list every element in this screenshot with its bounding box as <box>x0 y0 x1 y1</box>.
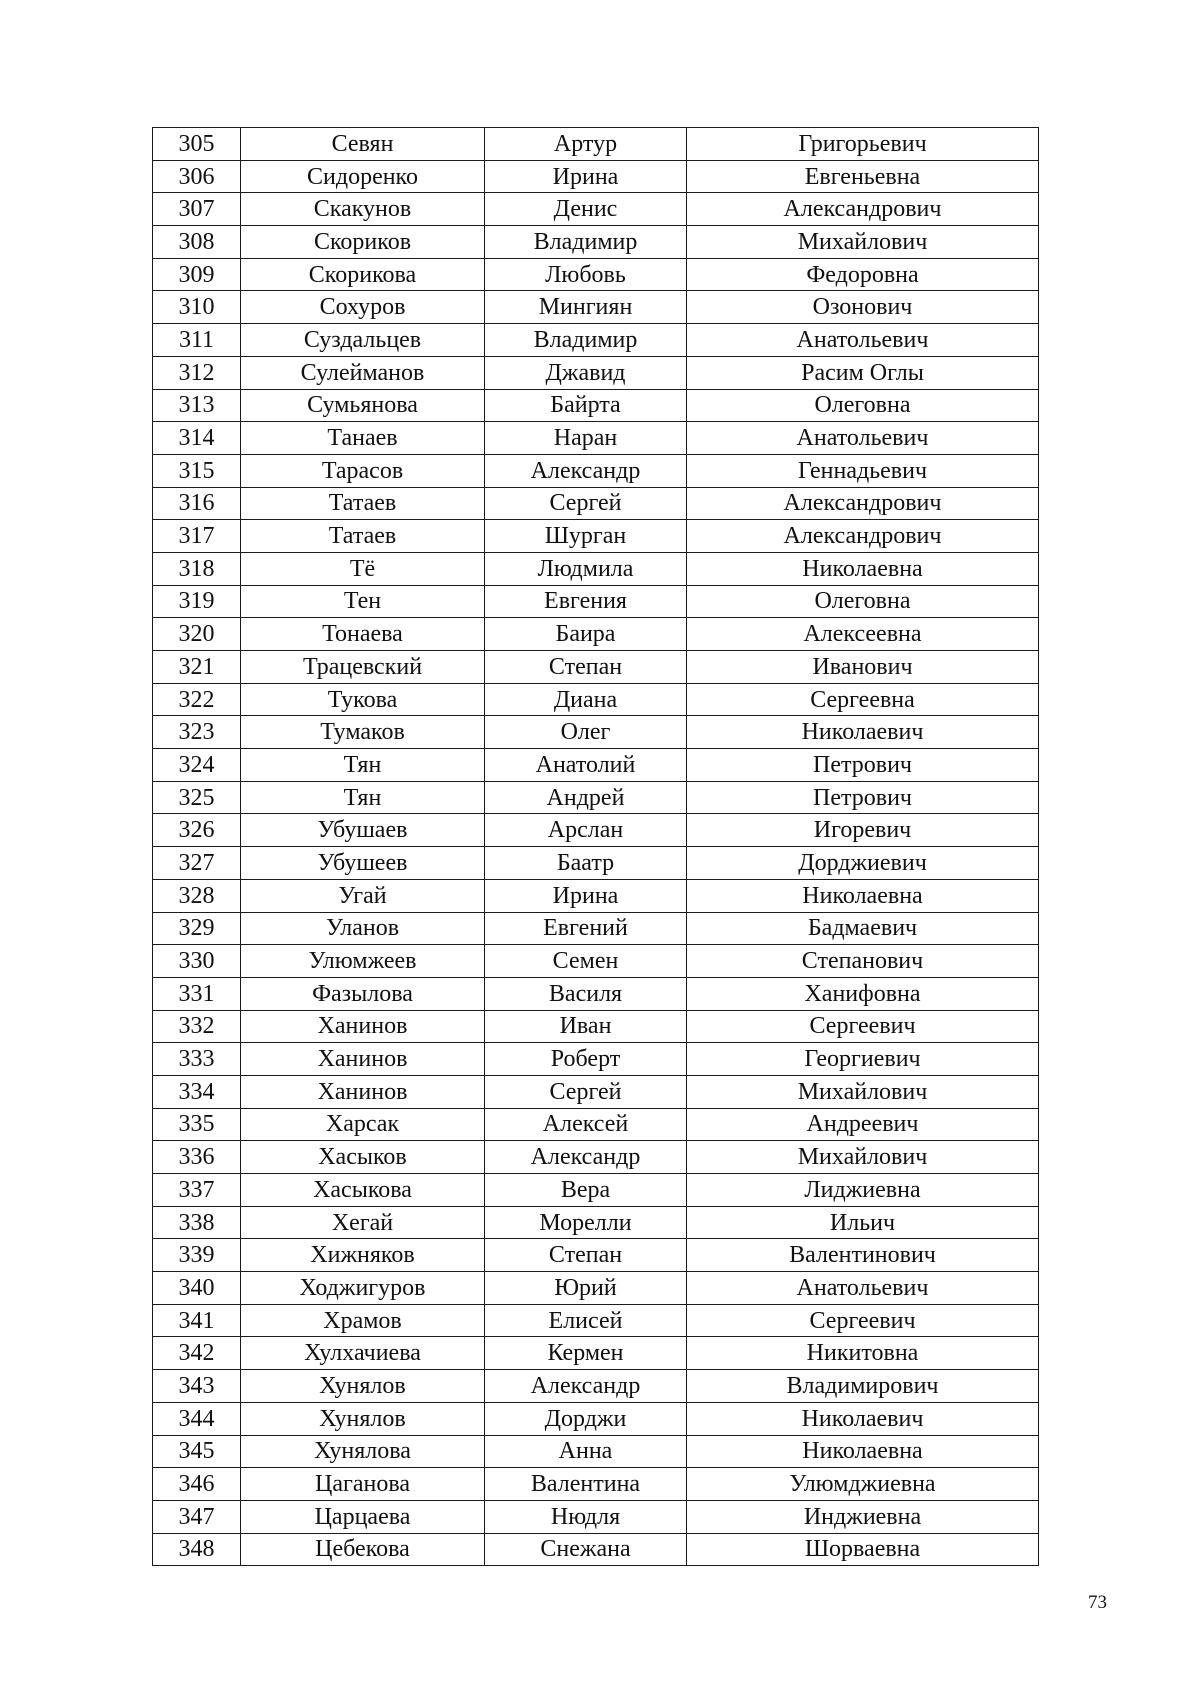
surname-cell: Тян <box>241 749 485 782</box>
first-name-cell: Ирина <box>485 879 687 912</box>
first-name-cell: Иван <box>485 1010 687 1043</box>
first-name-cell: Юрий <box>485 1272 687 1305</box>
row-number-cell: 330 <box>153 945 241 978</box>
row-number-cell: 313 <box>153 389 241 422</box>
first-name-cell: Артур <box>485 128 687 161</box>
surname-cell: Севян <box>241 128 485 161</box>
patronymic-cell: Валентинович <box>687 1239 1039 1272</box>
row-number-cell: 317 <box>153 520 241 553</box>
table-row <box>153 193 1039 226</box>
first-name-cell: Анна <box>485 1435 687 1468</box>
surname-cell: Улюмжеев <box>241 945 485 978</box>
first-name-cell: Снежана <box>485 1533 687 1566</box>
row-number-cell: 307 <box>153 193 241 226</box>
table-row <box>153 1468 1039 1501</box>
table-row <box>153 389 1039 422</box>
patronymic-cell: Михайлович <box>687 226 1039 259</box>
row-number-cell: 334 <box>153 1075 241 1108</box>
first-name-cell: Александр <box>485 1370 687 1403</box>
first-name-cell: Людмила <box>485 552 687 585</box>
table-row <box>153 1141 1039 1174</box>
table-row <box>153 487 1039 520</box>
row-number-cell: 347 <box>153 1500 241 1533</box>
surname-cell: Храмов <box>241 1304 485 1337</box>
table-row <box>153 651 1039 684</box>
table-row <box>153 1239 1039 1272</box>
table-row <box>153 520 1039 553</box>
table-row <box>153 128 1039 161</box>
table-row <box>153 422 1039 455</box>
first-name-cell: Анатолий <box>485 749 687 782</box>
first-name-cell: Елисей <box>485 1304 687 1337</box>
row-number-cell: 336 <box>153 1141 241 1174</box>
table-row <box>153 1533 1039 1566</box>
surname-cell: Хасыкова <box>241 1174 485 1207</box>
first-name-cell: Валентина <box>485 1468 687 1501</box>
patronymic-cell: Сергеевна <box>687 683 1039 716</box>
row-number-cell: 316 <box>153 487 241 520</box>
surname-cell: Суздальцев <box>241 324 485 357</box>
surname-cell: Сидоренко <box>241 160 485 193</box>
surname-cell: Ханинов <box>241 1075 485 1108</box>
row-number-cell: 325 <box>153 781 241 814</box>
row-number-cell: 341 <box>153 1304 241 1337</box>
table-row <box>153 683 1039 716</box>
surname-cell: Хижняков <box>241 1239 485 1272</box>
table-row <box>153 258 1039 291</box>
table-row <box>153 1174 1039 1207</box>
row-number-cell: 342 <box>153 1337 241 1370</box>
row-number-cell: 344 <box>153 1402 241 1435</box>
table-row <box>153 1075 1039 1108</box>
patronymic-cell: Алексеевна <box>687 618 1039 651</box>
patronymic-cell: Инджиевна <box>687 1500 1039 1533</box>
surname-cell: Хунялов <box>241 1370 485 1403</box>
first-name-cell: Александр <box>485 454 687 487</box>
surname-cell: Цебекова <box>241 1533 485 1566</box>
surname-cell: Сулейманов <box>241 356 485 389</box>
patronymic-cell: Анатольевич <box>687 1272 1039 1305</box>
row-number-cell: 312 <box>153 356 241 389</box>
table-row <box>153 1370 1039 1403</box>
patronymic-cell: Анатольевич <box>687 324 1039 357</box>
row-number-cell: 318 <box>153 552 241 585</box>
patronymic-cell: Николаевна <box>687 879 1039 912</box>
first-name-cell: Степан <box>485 1239 687 1272</box>
patronymic-cell: Николаевна <box>687 1435 1039 1468</box>
row-number-cell: 319 <box>153 585 241 618</box>
surname-cell: Тян <box>241 781 485 814</box>
patronymic-cell: Шорваевна <box>687 1533 1039 1566</box>
patronymic-cell: Николаевна <box>687 552 1039 585</box>
row-number-cell: 314 <box>153 422 241 455</box>
patronymic-cell: Михайлович <box>687 1075 1039 1108</box>
patronymic-cell: Петрович <box>687 781 1039 814</box>
patronymic-cell: Андреевич <box>687 1108 1039 1141</box>
surname-cell: Царцаева <box>241 1500 485 1533</box>
table-row <box>153 1010 1039 1043</box>
surname-cell: Скориков <box>241 226 485 259</box>
roster-table-body <box>153 128 1039 1566</box>
table-row <box>153 749 1039 782</box>
patronymic-cell: Олеговна <box>687 585 1039 618</box>
first-name-cell: Мингиян <box>485 291 687 324</box>
first-name-cell: Байрта <box>485 389 687 422</box>
surname-cell: Тен <box>241 585 485 618</box>
surname-cell: Хунялов <box>241 1402 485 1435</box>
surname-cell: Угай <box>241 879 485 912</box>
patronymic-cell: Лиджиевна <box>687 1174 1039 1207</box>
first-name-cell: Ирина <box>485 160 687 193</box>
row-number-cell: 308 <box>153 226 241 259</box>
table-row <box>153 1500 1039 1533</box>
first-name-cell: Степан <box>485 651 687 684</box>
table-row <box>153 847 1039 880</box>
first-name-cell: Джавид <box>485 356 687 389</box>
patronymic-cell: Владимирович <box>687 1370 1039 1403</box>
patronymic-cell: Геннадьевич <box>687 454 1039 487</box>
patronymic-cell: Степанович <box>687 945 1039 978</box>
table-row <box>153 945 1039 978</box>
first-name-cell: Баира <box>485 618 687 651</box>
patronymic-cell: Олеговна <box>687 389 1039 422</box>
patronymic-cell: Петрович <box>687 749 1039 782</box>
row-number-cell: 315 <box>153 454 241 487</box>
table-row <box>153 1206 1039 1239</box>
patronymic-cell: Никитовна <box>687 1337 1039 1370</box>
row-number-cell: 310 <box>153 291 241 324</box>
surname-cell: Ханинов <box>241 1010 485 1043</box>
row-number-cell: 323 <box>153 716 241 749</box>
patronymic-cell: Иванович <box>687 651 1039 684</box>
patronymic-cell: Федоровна <box>687 258 1039 291</box>
first-name-cell: Роберт <box>485 1043 687 1076</box>
table-row <box>153 1272 1039 1305</box>
surname-cell: Скакунов <box>241 193 485 226</box>
row-number-cell: 346 <box>153 1468 241 1501</box>
row-number-cell: 327 <box>153 847 241 880</box>
patronymic-cell: Сергеевич <box>687 1304 1039 1337</box>
surname-cell: Сумьянова <box>241 389 485 422</box>
first-name-cell: Кермен <box>485 1337 687 1370</box>
patronymic-cell: Сергеевич <box>687 1010 1039 1043</box>
table-row <box>153 1435 1039 1468</box>
table-row <box>153 781 1039 814</box>
row-number-cell: 345 <box>153 1435 241 1468</box>
table-row <box>153 454 1039 487</box>
patronymic-cell: Александрович <box>687 520 1039 553</box>
patronymic-cell: Михайлович <box>687 1141 1039 1174</box>
patronymic-cell: Александрович <box>687 487 1039 520</box>
table-row <box>153 1304 1039 1337</box>
table-row <box>153 226 1039 259</box>
surname-cell: Хегай <box>241 1206 485 1239</box>
table-row <box>153 977 1039 1010</box>
patronymic-cell: Евгеньевна <box>687 160 1039 193</box>
first-name-cell: Олег <box>485 716 687 749</box>
patronymic-cell: Бадмаевич <box>687 912 1039 945</box>
surname-cell: Тонаева <box>241 618 485 651</box>
table-row <box>153 324 1039 357</box>
patronymic-cell: Улюмджиевна <box>687 1468 1039 1501</box>
patronymic-cell: Игоревич <box>687 814 1039 847</box>
surname-cell: Татаев <box>241 520 485 553</box>
first-name-cell: Арслан <box>485 814 687 847</box>
roster-table <box>152 127 1039 1566</box>
surname-cell: Хунялова <box>241 1435 485 1468</box>
first-name-cell: Баатр <box>485 847 687 880</box>
row-number-cell: 311 <box>153 324 241 357</box>
row-number-cell: 338 <box>153 1206 241 1239</box>
surname-cell: Трацевский <box>241 651 485 684</box>
first-name-cell: Нюдля <box>485 1500 687 1533</box>
first-name-cell: Дорджи <box>485 1402 687 1435</box>
first-name-cell: Алексей <box>485 1108 687 1141</box>
first-name-cell: Денис <box>485 193 687 226</box>
surname-cell: Тарасов <box>241 454 485 487</box>
table-row <box>153 160 1039 193</box>
row-number-cell: 335 <box>153 1108 241 1141</box>
surname-cell: Ходжигуров <box>241 1272 485 1305</box>
first-name-cell: Александр <box>485 1141 687 1174</box>
first-name-cell: Морелли <box>485 1206 687 1239</box>
surname-cell: Тукова <box>241 683 485 716</box>
patronymic-cell: Григорьевич <box>687 128 1039 161</box>
first-name-cell: Андрей <box>485 781 687 814</box>
row-number-cell: 320 <box>153 618 241 651</box>
first-name-cell: Василя <box>485 977 687 1010</box>
first-name-cell: Евгения <box>485 585 687 618</box>
table-row <box>153 912 1039 945</box>
surname-cell: Уланов <box>241 912 485 945</box>
surname-cell: Танаев <box>241 422 485 455</box>
row-number-cell: 326 <box>153 814 241 847</box>
row-number-cell: 321 <box>153 651 241 684</box>
first-name-cell: Вера <box>485 1174 687 1207</box>
row-number-cell: 331 <box>153 977 241 1010</box>
row-number-cell: 340 <box>153 1272 241 1305</box>
table-row <box>153 585 1039 618</box>
first-name-cell: Любовь <box>485 258 687 291</box>
surname-cell: Фазылова <box>241 977 485 1010</box>
row-number-cell: 305 <box>153 128 241 161</box>
row-number-cell: 329 <box>153 912 241 945</box>
surname-cell: Харсак <box>241 1108 485 1141</box>
patronymic-cell: Ильич <box>687 1206 1039 1239</box>
table-row <box>153 291 1039 324</box>
first-name-cell: Сергей <box>485 1075 687 1108</box>
table-row <box>153 618 1039 651</box>
row-number-cell: 309 <box>153 258 241 291</box>
first-name-cell: Владимир <box>485 226 687 259</box>
table-row <box>153 1108 1039 1141</box>
table-row <box>153 1043 1039 1076</box>
table-row <box>153 814 1039 847</box>
patronymic-cell: Дорджиевич <box>687 847 1039 880</box>
table-row <box>153 356 1039 389</box>
row-number-cell: 339 <box>153 1239 241 1272</box>
first-name-cell: Евгений <box>485 912 687 945</box>
first-name-cell: Диана <box>485 683 687 716</box>
row-number-cell: 306 <box>153 160 241 193</box>
surname-cell: Тё <box>241 552 485 585</box>
surname-cell: Сохуров <box>241 291 485 324</box>
patronymic-cell: Николаевич <box>687 1402 1039 1435</box>
first-name-cell: Владимир <box>485 324 687 357</box>
row-number-cell: 333 <box>153 1043 241 1076</box>
table-row <box>153 1337 1039 1370</box>
table-row <box>153 552 1039 585</box>
table-row <box>153 1402 1039 1435</box>
table-row <box>153 879 1039 912</box>
patronymic-cell: Расим Оглы <box>687 356 1039 389</box>
first-name-cell: Наран <box>485 422 687 455</box>
patronymic-cell: Александрович <box>687 193 1039 226</box>
first-name-cell: Шурган <box>485 520 687 553</box>
surname-cell: Убушеев <box>241 847 485 880</box>
surname-cell: Ханинов <box>241 1043 485 1076</box>
row-number-cell: 328 <box>153 879 241 912</box>
patronymic-cell: Ханифовна <box>687 977 1039 1010</box>
table-row <box>153 716 1039 749</box>
first-name-cell: Сергей <box>485 487 687 520</box>
row-number-cell: 324 <box>153 749 241 782</box>
row-number-cell: 322 <box>153 683 241 716</box>
row-number-cell: 348 <box>153 1533 241 1566</box>
patronymic-cell: Озонович <box>687 291 1039 324</box>
surname-cell: Татаев <box>241 487 485 520</box>
patronymic-cell: Николаевич <box>687 716 1039 749</box>
row-number-cell: 332 <box>153 1010 241 1043</box>
first-name-cell: Семен <box>485 945 687 978</box>
row-number-cell: 343 <box>153 1370 241 1403</box>
surname-cell: Хасыков <box>241 1141 485 1174</box>
surname-cell: Цаганова <box>241 1468 485 1501</box>
patronymic-cell: Георгиевич <box>687 1043 1039 1076</box>
surname-cell: Скорикова <box>241 258 485 291</box>
patronymic-cell: Анатольевич <box>687 422 1039 455</box>
surname-cell: Убушаев <box>241 814 485 847</box>
surname-cell: Хулхачиева <box>241 1337 485 1370</box>
page-number: 73 <box>1088 1592 1107 1613</box>
surname-cell: Тумаков <box>241 716 485 749</box>
row-number-cell: 337 <box>153 1174 241 1207</box>
